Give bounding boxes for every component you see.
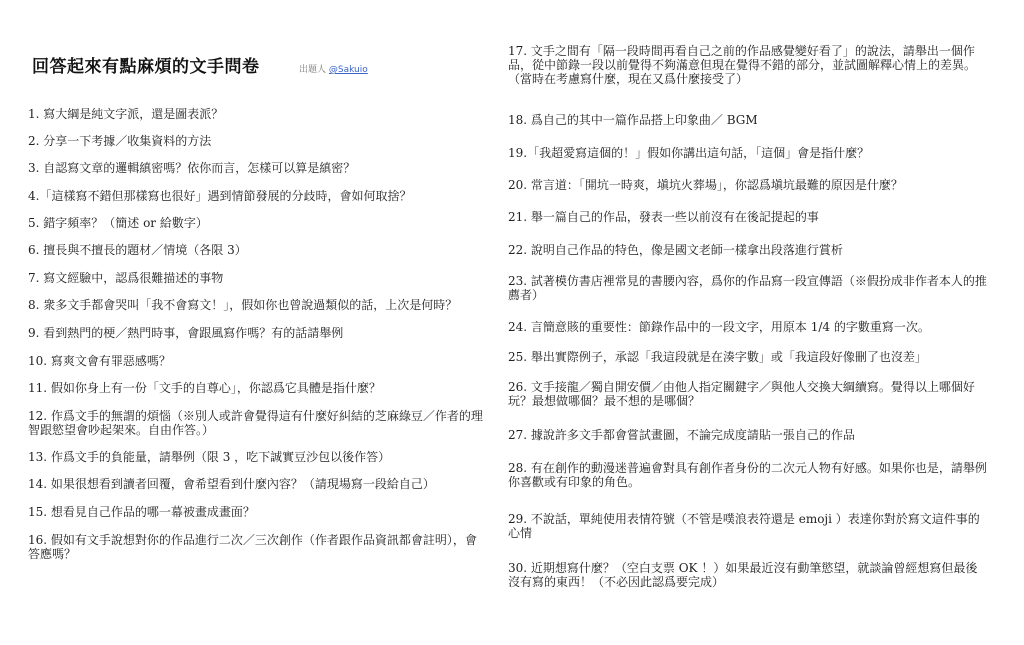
question-item: 15. 想看見自己作品的哪一幕被畫成畫面？ bbox=[28, 505, 255, 519]
question-item: 6. 擅長與不擅長的題材／情境（各限 3） bbox=[28, 243, 247, 257]
question-item: 14. 如果很想看到讀者回覆，會希望看到什麼內容？（請現場寫一段給自己） bbox=[28, 477, 435, 491]
question-item: 27. 據說許多文手都會嘗試畫圖，不論完成度請貼一張自己的作品 bbox=[508, 428, 855, 442]
question-item: 16. 假如有文手說想對你的作品進行二次／三次創作（作者跟作品資訊都會註明），會答應嗎？ bbox=[28, 533, 477, 561]
question-item: 7. 寫文經驗中，認爲很難描述的事物 bbox=[28, 271, 224, 285]
author-handle-link[interactable]: @Sakuio bbox=[328, 65, 368, 75]
question-item: 24. 言簡意賅的重要性：節錄作品中的一段文字，用原本 1/4 的字數重寫一次。 bbox=[508, 320, 930, 334]
author-prefix: 出題人 bbox=[299, 65, 327, 75]
question-item: 30. 近期想寫什麼？（空白支票 OK ！）如果最近沒有動筆慾望，就談論曾經想寫但最後沒有寫的東西！（不必因此認爲要完成） bbox=[508, 561, 978, 589]
question-item: 19.「我超愛寫這個的！」假如你講出這句話，「這個」會是指什麼？ bbox=[508, 146, 870, 160]
question-item: 23. 試著模仿書店裡常見的書腰內容，爲你的作品寫一段宣傳語（※假扮成非作者本人的推薦者） bbox=[508, 274, 987, 302]
question-item: 28. 有在創作的動漫迷普遍會對具有創作者身份的二次元人物有好感。如果你也是，請舉例你喜歡或有印象的角色。 bbox=[508, 461, 987, 489]
question-item: 21. 舉一篇自己的作品，發表一些以前沒有在後記提起的事 bbox=[508, 210, 819, 224]
question-item: 12. 作爲文手的無謂的煩惱（※別人或許會覺得這有什麼好糾結的芝麻綠豆／作者的理智跟慾望會吵起架來。自由作答。） bbox=[28, 409, 483, 437]
question-item: 22. 說明自己作品的特色，像是國文老師一樣拿出段落進行賞析 bbox=[508, 243, 843, 257]
question-item: 17. 文手之間有「隔一段時間再看自己之前的作品感覺變好看了」的說法，請舉出一個作品，從中節錄一段以前覺得不夠滿意但現在覺得不錯的部分，並試圖解釋心情上的差異。（當時在考慮寫什麼，現在又爲什麼接受了） bbox=[508, 44, 977, 86]
question-item: 13. 作爲文手的負能量，請舉例（限 3 ，吃下誠實豆沙包以後作答） bbox=[28, 450, 391, 464]
question-item: 4.「這樣寫不錯但那樣寫也很好」遇到情節發展的分歧時，會如何取捨？ bbox=[28, 189, 412, 203]
question-item: 18. 爲自己的其中一篇作品搭上印象曲／ BGM bbox=[508, 113, 758, 127]
question-item: 9. 看到熱門的梗／熱門時事，會跟風寫作嗎？有的話請舉例 bbox=[28, 326, 344, 340]
question-item: 20. 常言道：「開坑一時爽，塡坑火葬場」，你認爲塡坑最難的原因是什麼？ bbox=[508, 178, 903, 192]
question-item: 25. 舉出實際例子，承認「我這段就是在湊字數」或「我這段好像刪了也沒差」 bbox=[508, 350, 927, 364]
question-item: 5. 錯字頻率？（簡述 or 給數字） bbox=[28, 216, 208, 230]
question-item: 2. 分享一下考據／收集資料的方法 bbox=[28, 134, 212, 148]
page-title: 回答起來有點麻煩的文手問卷 bbox=[32, 57, 260, 77]
question-item: 11. 假如你身上有一份「文手的自尊心」，你認爲它具體是指什麼？ bbox=[28, 381, 381, 395]
question-item: 10. 寫爽文會有罪惡感嗎？ bbox=[28, 354, 171, 368]
question-item: 3. 自認寫文章的邏輯縝密嗎？依你而言，怎樣可以算是縝密？ bbox=[28, 161, 356, 175]
author-credit bbox=[299, 62, 368, 75]
question-item: 8. 衆多文手都會哭叫「我不會寫文！」，假如你也曾說過類似的話，上次是何時？ bbox=[28, 298, 458, 312]
question-item: 1. 寫大綱是純文字派，還是圖表派？ bbox=[28, 107, 224, 121]
question-item: 26. 文手接龍／獨自開安價／由他人指定關鍵字／與他人交換大綱續寫。覺得以上哪個好玩？最想做哪個？最不想的是哪個？ bbox=[508, 380, 975, 408]
question-item: 29. 不說話，單純使用表情符號（不管是噗浪表符還是 emoji ）表達你對於寫文這件事的心情 bbox=[508, 512, 980, 540]
